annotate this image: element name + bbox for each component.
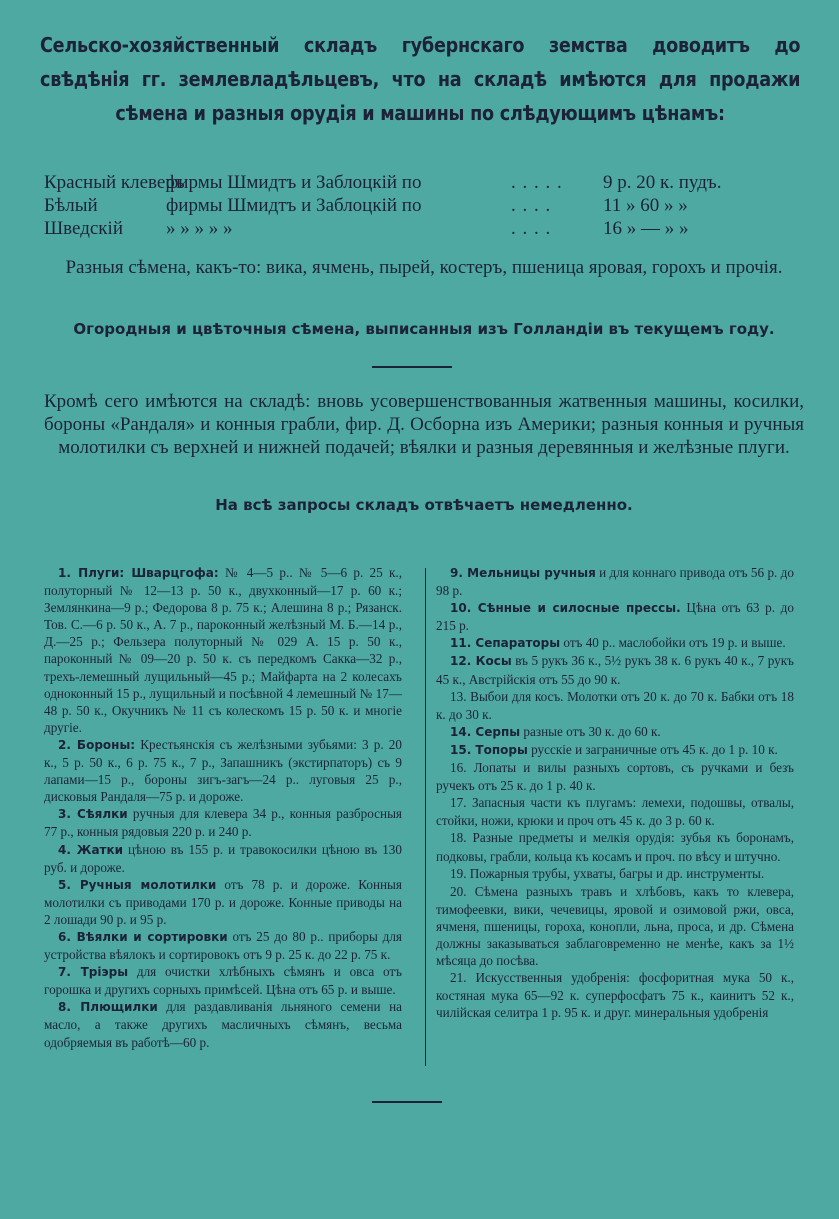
item-text: 20. Сѣмена разныхъ травъ и хлѣбовъ, какъ то клевера, тимофеевки, вики, чечевицы, яровой и озимовой ржи, овса, ячменя, пшеницы, гороха, конопли, льна, проса, и др. Сѣмена должны заказываться заблаговременно не менѣе, какъ за 1½ мѣсяца до посѣва.: [436, 883, 794, 969]
seeds-paragraph: Разныя сѣмена, какъ-то: вика, ячмень, пырей, костеръ, пшеница яровая, горохъ и прочія.: [65, 257, 783, 278]
item-heading: 8. Плющилки: [58, 1000, 158, 1015]
catalog-item: [436, 969, 794, 1021]
item-text: 13. Выбои для косъ. Молотки отъ 20 к. до 70 к. Бабки отъ 18 к. до 30 к.: [436, 688, 794, 722]
machines-paragraph: Кромѣ сего имѣются на складѣ: вновь усовершенствованныя жатвенныя машины, косилки, бороны «Рандаля» и конныя грабли, фир. Д. Осборна изъ Америки; разныя конныя и ручныя молотилки съ верхней и нижней подачей; вѣялки и разныя деревянныя и желѣзные плуги.: [44, 391, 804, 458]
price-value: 11 » 60 » »: [603, 195, 688, 216]
dutch-seeds-note: Огородныя и цвѣточныя сѣмена, выписанныя изъ Голландіи въ текущемъ году.: [73, 320, 775, 338]
item-heading: 15. Топоры: [450, 742, 528, 757]
price-dots: . . . . .: [511, 172, 563, 193]
bottom-rule: [372, 1101, 442, 1103]
price-item-maker: » » » » »: [166, 218, 233, 239]
item-text: для раздавливанія льняного семени на масло, а также другихъ масличныхъ сѣмянъ, весьма одобряемыя въ работѣ—60 р.: [44, 999, 402, 1050]
item-text: русскіе и заграничные отъ 45 к. до 1 р. 10 к.: [527, 741, 778, 757]
item-text: 18. Разные предметы и мелкія орудія: зубья къ боронамъ, подковы, грабли, кольца къ косамъ и проч. по вѣсу и штучно.: [436, 830, 794, 864]
item-text: Цѣна отъ 63 р. до 215 р.: [436, 600, 794, 634]
item-text: Крестьянскія съ желѣзными зубьями: 3 р. 20 к., 5 р. 50 к., 6 р. 75 к., 7 р., Запашникъ (экстирпаторъ) съ 9 лапами—15 р., бороны зигъ-загъ—24 р.. луговыя 25 р., дисковыя Рандаля—75 р. и дороже.: [44, 736, 402, 805]
clover-price-list: [44, 171, 804, 240]
item-text: 21. Искусственныя удобренія: фосфоритная мука 50 к., костяная мука 65—92 к. суперфосфатъ 75 к., каинитъ 52 к., чилійская селитра 1 р. 95 к. и друг. минеральныя удобренія: [436, 970, 794, 1021]
catalog-item: [44, 805, 402, 840]
catalog-item: [436, 599, 794, 634]
price-item-maker: фирмы Шмидтъ и Заблоцкій по: [166, 172, 422, 193]
item-heading: 12. Косы: [450, 654, 512, 669]
catalog-item: [436, 865, 794, 883]
item-heading: 6. Вѣялки и сортировки: [58, 929, 228, 944]
item-text: цѣною въ 155 р. и травокосилки цѣною въ 130 руб. и дороже.: [44, 841, 402, 875]
item-heading: 1. Плуги: Шварцгофа:: [58, 566, 219, 580]
item-text: и для коннаго привода отъ 56 р. до 98 р.: [436, 565, 794, 599]
catalog-item: [436, 829, 794, 864]
item-heading: 11. Сепараторы: [450, 636, 561, 651]
replies-note: На всѣ запросы складъ отвѣчаетъ немедленно.: [215, 496, 633, 514]
item-heading: 3. Сѣялки: [58, 807, 128, 822]
catalog-item: [436, 759, 794, 794]
catalog-item: [44, 736, 402, 805]
catalog-right-column: [436, 564, 794, 1021]
item-text: отъ 78 р. и дороже. Конныя молотилки съ приводами 170 р. и дороже. Конные приводы на 2 лошади 90 р. и 95 р.: [44, 876, 402, 927]
price-item-maker: фирмы Шмидтъ и Заблоцкій по: [166, 195, 422, 216]
catalog-item: [44, 928, 402, 963]
catalog-item: [44, 998, 402, 1050]
catalog-columns: [44, 564, 804, 1076]
column-divider: [425, 568, 426, 1066]
headline: Сельско-хозяйственный складъ губернскаго земства доводитъ до свѣдѣнія гг. землевладѣльцевъ, что на складѣ имѣются для продажи сѣмена и разныя орудія и машины по слѣдующимъ цѣнамъ:: [40, 33, 801, 125]
price-row: [44, 194, 804, 217]
catalog-item: [436, 883, 794, 969]
item-text: 16. Лопаты и вилы разныхъ сортовъ, съ ручками и безъ ручекъ отъ 25 к. до 1 р. 40 к.: [436, 760, 794, 794]
item-heading: 2. Бороны:: [58, 737, 136, 752]
item-text: въ 5 рукъ 36 к., 5½ рукъ 38 к. 6 рукъ 40 к., 7 рукъ 45 к., Австрійскія отъ 55 до 90 к.: [436, 653, 794, 687]
catalog-item: [436, 723, 794, 741]
catalog-item: [436, 794, 794, 829]
item-text: отъ 40 р.. маслобойки отъ 19 р. и выше.: [560, 635, 786, 651]
item-heading: 5. Ручныя молотилки: [58, 877, 217, 892]
price-value: 16 » — » »: [603, 218, 689, 239]
price-row: [44, 217, 804, 240]
item-heading: 10. Сѣнные и силосные прессы.: [450, 601, 681, 616]
price-row: [44, 171, 804, 194]
item-text: разные отъ 30 к. до 60 к.: [520, 723, 661, 739]
price-dots: . . . .: [511, 195, 552, 216]
item-text: для очистки хлѣбныхъ сѣмянъ и овса отъ горошка и другихъ сорныхъ примѣсей. Цѣна отъ 65 р. и выше.: [44, 964, 402, 998]
catalog-item: [44, 963, 402, 998]
catalog-left-column: [44, 564, 402, 1051]
catalog-item: [44, 876, 402, 928]
catalog-item: [436, 741, 794, 759]
catalog-item: [44, 841, 402, 876]
catalog-item: [44, 564, 402, 736]
price-item-name: Красный клеверъ: [44, 172, 185, 193]
item-text: 17. Запасныя части къ плугамъ: лемехи, подошвы, отвалы, стойки, ножи, крюки и проч отъ 45 к. до 3 р. 60 к.: [436, 795, 794, 829]
item-heading: 9. Мельницы ручныя: [450, 566, 596, 580]
divider-rule: [372, 366, 452, 368]
price-dots: . . . .: [511, 218, 552, 239]
item-heading: 7. Тріэры: [58, 965, 129, 980]
catalog-item: [436, 652, 794, 687]
catalog-item: [436, 564, 794, 599]
catalog-item: [436, 634, 794, 652]
catalog-item: [436, 688, 794, 723]
price-item-name: Бѣлый: [44, 195, 98, 216]
price-value: 9 р. 20 к. пудъ.: [603, 172, 722, 193]
price-item-name: Шведскій: [44, 218, 123, 239]
item-text: 19. Пожарныя трубы, ухваты, багры и др. инструменты.: [450, 865, 765, 881]
item-text: отъ 25 до 80 р.. приборы для устройства вѣялокъ и сортировокъ отъ 9 р. 25 к. до 22 р. 75 к.: [44, 928, 402, 963]
item-heading: 14. Серпы: [450, 724, 521, 739]
item-text: ручныя для клевера 34 р., конныя разбросныя 77 р., конныя рядовыя 220 р. и 240 р.: [44, 806, 402, 840]
item-text: № 4—5 р.. № 5—6 р. 25 к., полуторный № 12—13 р. 50 к., двухконный—17 р. 60 к.; Землянкина—9 р.; Федорова 8 р. 75 к.; Алешина 8 р.; Рязанск. Тов. С.—6 р. 50 к., А. 7 р., пароконный желѣзный М. Б.—14 р., Д.—25 р.; Фельзера полуторный № 029 А. 15 р. 50 к., пароконный № 09—20 р. 50 к. съ передкомъ Сакка—32 р., трехъ-лемешный лущильный—45 р.; Майфарта на 2 колесахъ одноконный 15 р., лущильный и посѣвной 4 лемешный № 17—48 р. 50 к., Окучникъ № 11 съ колескомъ 15 р. 50 к. и многіе другіе.: [44, 565, 402, 735]
item-heading: 4. Жатки: [58, 842, 124, 857]
